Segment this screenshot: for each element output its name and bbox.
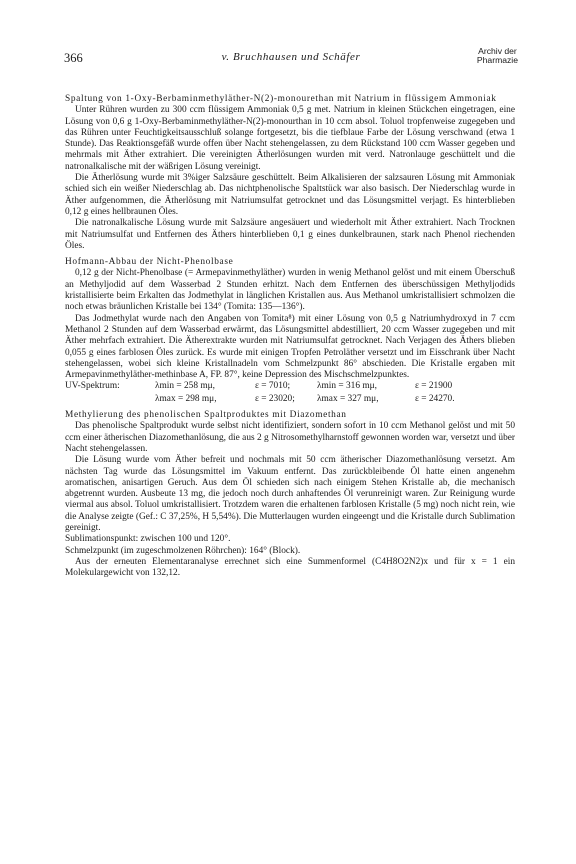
section-heading-spaltung: Spaltung von 1-Oxy-Berbaminmethyläther-N(2)-monourethan mit Natrium in flüssigem Ammoniak bbox=[65, 94, 497, 104]
section-heading-hofmann-abbau: Hofmann-Abbau der Nicht-Phenolbase bbox=[65, 257, 234, 268]
uv-spectrum-label: UV-Spektrum: bbox=[65, 381, 120, 392]
journal-name bbox=[477, 47, 518, 65]
paragraph: Das phenolische Spaltprodukt wurde selbst nicht identifiziert, sondern sofort in 10 ccm Methanol gelöst und mit 50 ccm einer ätherischen Diazomethanlösung, die aus 2 g Nitrosomethylharnstoff gewonnen worden war, versetzt und über Nacht stehengelassen. bbox=[65, 421, 515, 454]
page-header bbox=[64, 47, 518, 69]
uv-value: λmax = 298 mμ, bbox=[155, 393, 217, 404]
paragraph: 0,12 g der Nicht-Phenolbase (= Armepavinmethyläther) wurden in wenig Methanol gelöst und mit einem Überschuß an Methyljodid auf dem Wasserbad 2 Stunden erhitzt. Nach dem Entfernen des überschüssigen Methyljodids kristallisierte beim Erkalten das Jodmethylat in länglichen Kristallen aus. Aus Methanol umkristallisiert schmolzen die noch etwas bräunlichen Kristalle bei 134° (Tomita: 135—136°). bbox=[65, 268, 515, 313]
section-heading-methylierung: Methylierung des phenolischen Spaltproduktes mit Diazomethan bbox=[65, 410, 347, 421]
uv-value: ε = 23020; bbox=[255, 393, 295, 404]
uv-value: ε = 24270. bbox=[415, 393, 455, 404]
uv-spectrum-table bbox=[65, 381, 515, 405]
melting-point-line: Schmelzpunkt (im zugeschmolzenen Röhrchen): 164° (Block). bbox=[65, 545, 301, 556]
page-number: 366 bbox=[64, 51, 83, 65]
sublimation-point-line: Sublimationspunkt: zwischen 100 und 120°. bbox=[65, 534, 231, 545]
paragraph: Die natronalkalische Lösung wurde mit Salzsäure angesäuert und wiederholt mit Äther extrahiert. Nach Trocknen mit Natriumsulfat und Entfernen des Äthers hinterblieben 0,1 g eines dunkelbraunen, stark nach Phenol riechenden Öles. bbox=[65, 218, 515, 251]
article-body bbox=[65, 94, 515, 579]
paragraph: Die Lösung wurde vom Äther befreit und nochmals mit 50 ccm ätherischer Diazomethanlösung versetzt. Am nächsten Tag wurde das Lösungsmittel im Vakuum entfernt. Das zurückbleibende Öl hatte einen angenehm aromatischen, anisartigen Geruch. Aus dem Öl schieden sich nach einigem Stehen Kristalle ab, die mechanisch abgetrennt wurden. Ausbeute 13 mg, die jedoch noch durch anhaftendes Öl verunreinigt waren. Zur Reinigung wurde viermal aus absol. Toluol umkristallisiert. Trotzdem waren die erhaltenen farblosen Kristalle (5 mg) noch nicht rein, wie die Analyse zeigte (Gef.: C 37,25%, H 5,54%). Die Mutterlaugen wurden eingeengt und die Kristalle durch Sublimation gereinigt. bbox=[65, 455, 515, 533]
uv-spacer bbox=[65, 394, 155, 405]
journal-name-line1: Archiv der bbox=[478, 46, 517, 56]
paragraph: Die Ätherlösung wurde mit 3%iger Salzsäure geschüttelt. Beim Alkalisieren der salzsauren Lösung mit Ammoniak schied sich ein weißer Niederschlag ab. Das nichtphenolische Spaltstück war also basisch. Der Niederschlag wurde in Äther aufgenommen, die Ätherlösung mit Natriumsulfat getrocknet und das Lösungsmittel verjagt. Es hinterblieben 0,12 g eines hellbraunen Öles. bbox=[65, 173, 515, 217]
uv-value: λmin = 316 mμ, bbox=[317, 381, 377, 392]
paragraph: Das Jodmethylat wurde nach den Angaben von Tomita⁸) mit einer Lösung von 0,5 g Natriumhydroxyd in 7 ccm Methanol 2 Stunden auf dem Wasserbad erwärmt, das Lösungsmittel abdestilliert, 20 ccm Wasser zugegeben und mit Äther mehrfach extrahiert. Die Ätherextrakte wurden mit Natriumsulfat getrocknet. Nach Verjagen des Äthers blieben 0,055 g eines farblosen Öles zurück. Es wurde mit einigen Tropfen Petroläther versetzt und im Eisschrank über Nacht stehengelassen, wobei sich kleine Kristallnadeln vom Schmelzpunkt 86° abschieden. Die Kristalle ergaben mit Armepavinmethyläther-methinbase A, FP. 87°, keine Depression des Mischschmelzpunktes. bbox=[65, 313, 515, 381]
uv-value: ε = 21900 bbox=[415, 381, 453, 392]
uv-value: ε = 7010; bbox=[255, 381, 291, 392]
uv-value: λmax = 327 mμ, bbox=[317, 393, 379, 404]
running-title: v. Bruchhausen und Schäfer bbox=[221, 51, 361, 63]
paragraph: Unter Rühren wurden zu 300 ccm flüssigem Ammoniak 0,5 g met. Natrium in kleinen Stückchen eingetragen, eine Lösung von 0,6 g 1-Oxy-Berbaminmethyläther-N(2)-monourthan in 10 ccm absol. Toluol tropfenweise zugegeben und das Rühren unter Feuchtigkeitsausschluß solange fortgesetzt, bis die tiefblaue Farbe der Lösung verschwand (etwa 1 Stunde). Das Reaktionsgefäß wurde offen über Nacht stehengelassen, zu dem Rückstand 100 ccm Wasser gegeben und mehrmals mit Äther extrahiert. Die vereinigten Ätherlösungen wurden mit verd. Natronlauge geschüttelt und die natronalkalische mit der wäßrigen Lösung vereinigt. bbox=[65, 105, 515, 172]
journal-name-line2: Pharmazie bbox=[476, 55, 518, 65]
uv-value: λmin = 258 mμ, bbox=[155, 381, 215, 392]
paragraph: Aus der erneuten Elementaranalyse errechnet sich eine Summenformel (C4H8O2N2)x und für x = 1 ein Molekulargewicht von 132,12. bbox=[65, 556, 515, 579]
